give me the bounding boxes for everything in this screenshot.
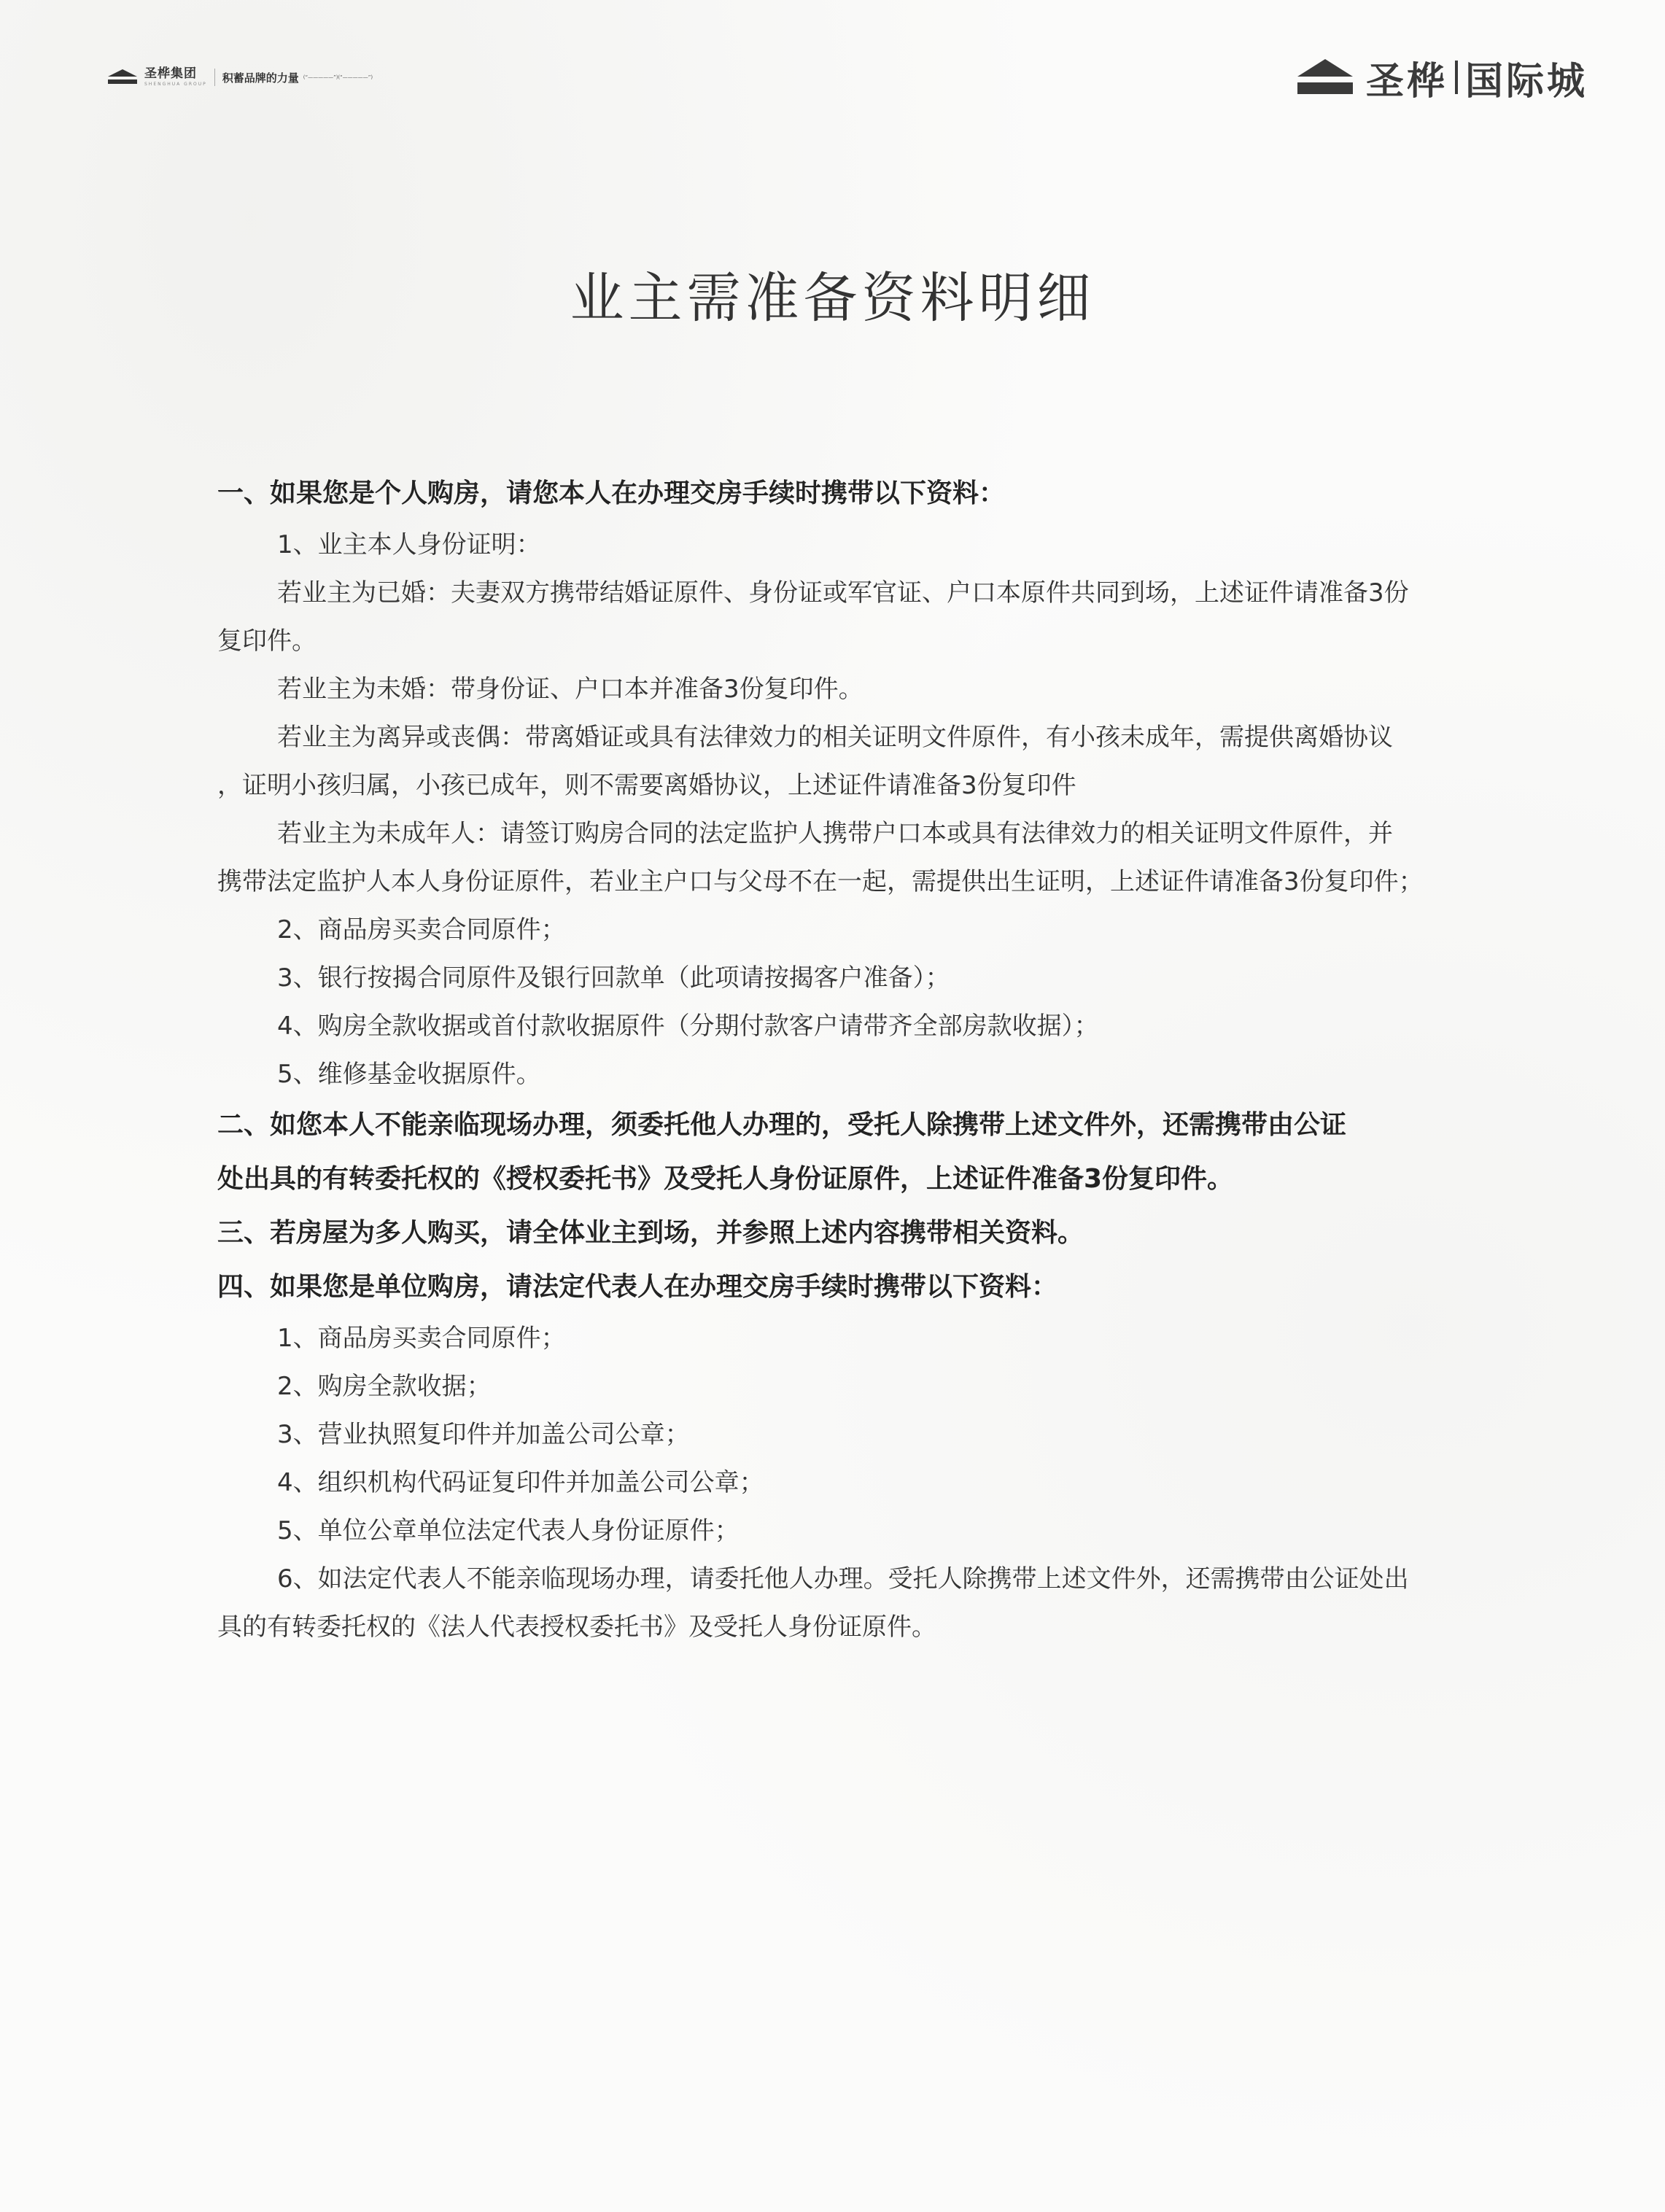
- mountain-logo-icon: [108, 69, 137, 85]
- body-line: 2、购房全款收据；: [277, 1372, 492, 1401]
- header-left-logo: [108, 63, 373, 92]
- section-heading: 一、如果您是个人购房，请您本人在办理交房手续时携带以下资料：: [217, 478, 1006, 508]
- section-heading: 三、若房屋为多人购买，请全体业主到场，并参照上述内容携带相关资料。: [217, 1218, 1084, 1248]
- body-line: 若业主为离异或丧偶：带离婚证或具有法律效力的相关证明文件原件，有小孩未成年，需提供离婚协议: [277, 723, 1393, 752]
- header-right-logo: [1297, 55, 1588, 104]
- logo-divider: [1455, 61, 1458, 94]
- body-line: 5、单位公章单位法定代表人身份证原件；: [277, 1516, 740, 1545]
- body-line: 5、维修基金收据原件。: [277, 1060, 541, 1089]
- body-line: 若业主为未成年人：请签订购房合同的法定监护人携带户口本或具有法律效力的相关证明文件原件，并: [277, 819, 1393, 848]
- body-line: 携带法定监护人本人身份证原件，若业主户口与父母不在一起，需提供出生证明，上述证件请准备3份复印件；: [217, 867, 1424, 896]
- body-line: 1、业主本人身份证明：: [277, 530, 541, 559]
- body-line: 6、如法定代表人不能亲临现场办理，请委托他人办理。受托人除携带上述文件外，还需携带由公证处出: [277, 1564, 1409, 1594]
- body-line: 复印件。: [217, 626, 317, 656]
- project-brand-name: 圣桦: [1365, 59, 1448, 104]
- project-name: 国际城: [1464, 59, 1588, 104]
- document-body: [217, 467, 1479, 1651]
- body-line: 具的有转委托权的《法人代表授权委托书》及受托人身份证原件。: [217, 1613, 936, 1642]
- body-line: 若业主为未婚：带身份证、户口本并准备3份复印件。: [277, 675, 863, 704]
- slogan-badges: (“—————”)(“—————”): [303, 74, 373, 80]
- group-logo: [108, 68, 207, 87]
- body-line: 4、组织机构代码证复印件并加盖公司公章；: [277, 1468, 764, 1497]
- body-line: 1、商品房买卖合同原件；: [277, 1324, 566, 1353]
- section-heading: 二、如您本人不能亲临现场办理，须委托他人办理的，受托人除携带上述文件外，还需携带由公证: [217, 1110, 1347, 1140]
- section-heading: 四、如果您是单位购房，请法定代表人在办理交房手续时携带以下资料：: [217, 1272, 1058, 1302]
- body-line: 4、购房全款收据或首付款收据原件（分期付款客户请带齐全部房款收据）；: [277, 1012, 1099, 1041]
- group-brand-name: 圣桦集团: [144, 66, 197, 81]
- group-brand-sub: SHENGHUA GROUP: [144, 82, 207, 87]
- header-divider: [214, 69, 215, 86]
- page-title: 业主需准备资料明细: [570, 267, 1095, 330]
- body-line: 2、商品房买卖合同原件；: [277, 915, 566, 944]
- group-slogan: 积蓄品牌的力量: [222, 71, 299, 85]
- mountain-logo-icon: [1297, 59, 1353, 96]
- body-line: 3、银行按揭合同原件及银行回款单（此项请按揭客户准备）；: [277, 963, 950, 993]
- section-heading: 处出具的有转委托权的《授权委托书》及受托人身份证原件，上述证件准备3份复印件。: [217, 1164, 1234, 1194]
- body-line: 3、营业执照复印件并加盖公司公章；: [277, 1420, 690, 1449]
- body-line: 若业主为已婚：夫妻双方携带结婚证原件、身份证或军官证、户口本原件共同到场，上述证件请准备3份: [277, 578, 1409, 608]
- body-line: ，证明小孩归属，小孩已成年，则不需要离婚协议，上述证件请准备3份复印件: [217, 771, 1076, 800]
